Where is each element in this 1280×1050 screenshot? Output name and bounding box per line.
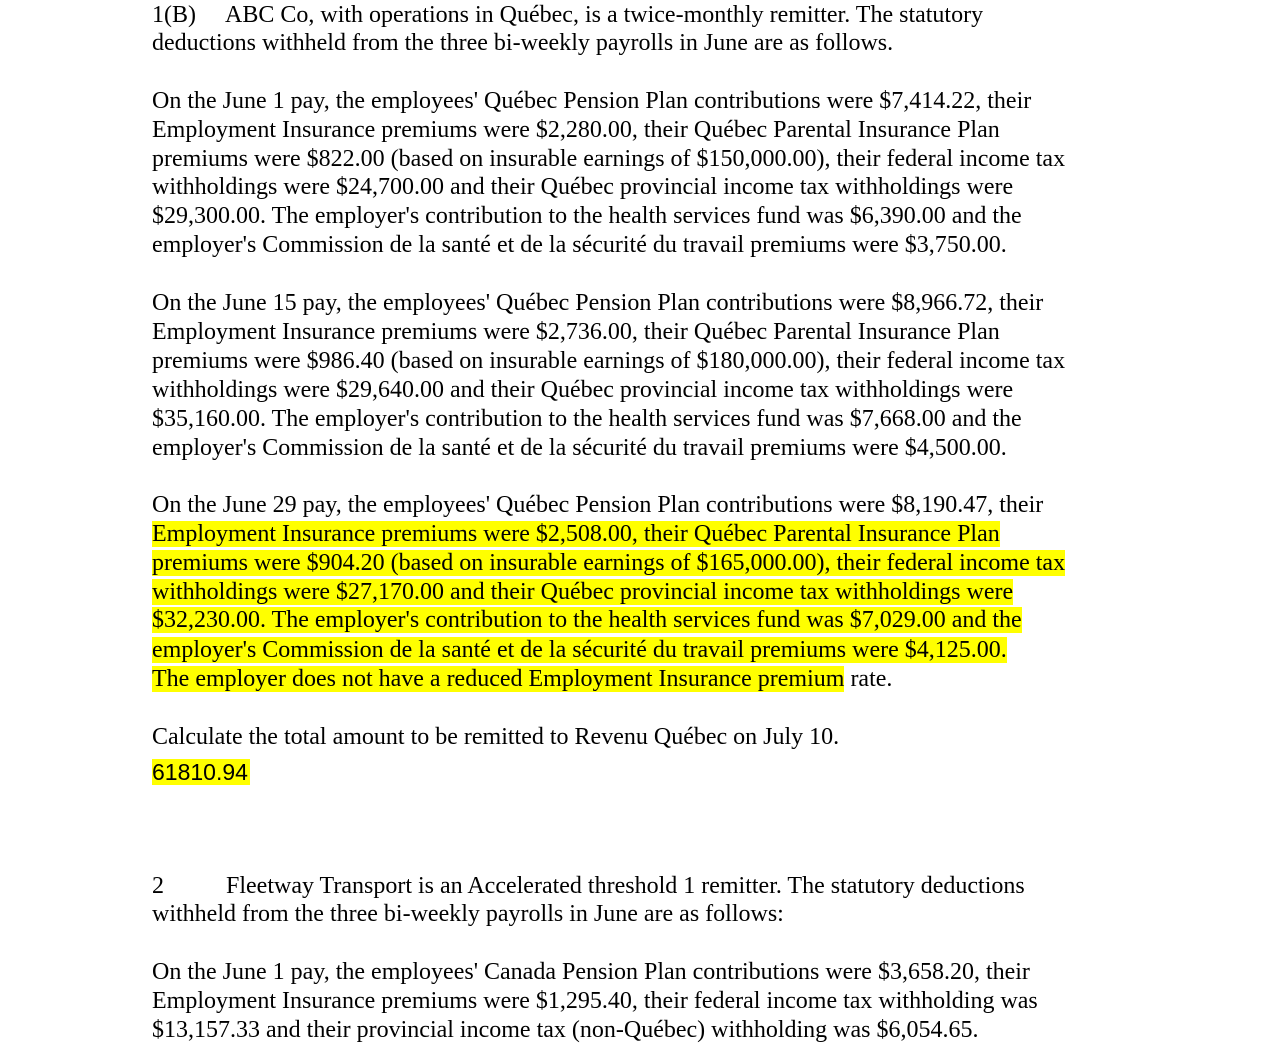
q1-june1-line-2: Employment Insurance premiums were $2,280.00, their Québec Parental Insurance Plan (152, 117, 1000, 143)
q1-june15-line-4: withholdings were $29,640.00 and their Québec provincial income tax withholdings were (152, 377, 1014, 403)
q1-question: Calculate the total amount to be remitted to Revenu Québec on July 10. (152, 724, 840, 750)
q1-june15-line-5: $35,160.00. The employer's contribution to the health services fund was $7,668.00 and the (152, 406, 1022, 432)
q1-june29-line-5 (152, 606, 1022, 635)
q1-june15-line-1: On the June 15 pay, the employees' Québec Pension Plan contributions were $8,966.72, their (152, 290, 1044, 316)
q1-june15-line-3: premiums were $986.40 (based on insurable earnings of $180,000.00), their federal income tax (152, 348, 1066, 374)
q2-intro-line-1 (152, 872, 1025, 901)
q1-june29-line-4 (152, 578, 1013, 607)
highlighted-text: The employer does not have a reduced Employment Insurance premium (152, 666, 845, 692)
q1-june15-line-6: employer's Commission de la santé et de la sécurité du travail premiums were $4,500.00. (152, 435, 1007, 461)
q1-intro-line-1 (152, 1, 983, 30)
q1-june29-line-7 (152, 665, 892, 694)
q1-june1-line-5: $29,300.00. The employer's contribution to the health services fund was $6,390.00 and the (152, 203, 1022, 229)
q2-june1-line-1: On the June 1 pay, the employees' Canada Pension Plan contributions were $3,658.20, their (152, 959, 1030, 985)
q2-number: 2 (152, 873, 164, 899)
q1-intro-line-2: deductions withheld from the three bi-weekly payrolls in June are as follows. (152, 30, 894, 56)
q1-june29-line-1: On the June 29 pay, the employees' Québec Pension Plan contributions were $8,190.47, their (152, 492, 1044, 518)
q1-june1-line-3: premiums were $822.00 (based on insurable earnings of $150,000.00), their federal income tax (152, 146, 1066, 172)
q1-answer-value: 61810.94 (152, 759, 248, 785)
q1-number: 1(B) (152, 2, 196, 28)
q1-june29-line-7-rest: rate. (844, 666, 893, 692)
q1-june29-line-6 (152, 636, 1007, 665)
q1-intro-text-1: ABC Co, with operations in Québec, is a twice-monthly remitter. The statutory (225, 2, 984, 28)
q1-june1-line-6: employer's Commission de la santé et de la sécurité du travail premiums were $3,750.00. (152, 232, 1007, 258)
highlighted-text: employer's Commission de la santé et de la sécurité du travail premiums were $4,125.00. (152, 637, 1007, 663)
q2-intro-text-1: Fleetway Transport is an Accelerated threshold 1 remitter. The statutory deductions (226, 873, 1025, 899)
q1-june29-line-3 (152, 549, 1065, 578)
q2-june1-line-2: Employment Insurance premiums were $1,295.40, their federal income tax withholding was (152, 988, 1038, 1014)
highlighted-text: premiums were $904.20 (based on insurable earnings of $165,000.00), their federal income tax (152, 550, 1066, 576)
q1-june1-line-1: On the June 1 pay, the employees' Québec Pension Plan contributions were $7,414.22, their (152, 88, 1032, 114)
q1-june1-line-4: withholdings were $24,700.00 and their Québec provincial income tax withholdings were (152, 174, 1014, 200)
q2-intro-line-2: withheld from the three bi-weekly payrolls in June are as follows: (152, 901, 784, 927)
highlighted-text: Employment Insurance premiums were $2,508.00, their Québec Parental Insurance Plan (152, 521, 1000, 547)
q1-answer (152, 756, 250, 788)
highlighted-text: withholdings were $27,170.00 and their Québec provincial income tax withholdings were (152, 579, 1014, 605)
q1-june15-line-2: Employment Insurance premiums were $2,736.00, their Québec Parental Insurance Plan (152, 319, 1000, 345)
q2-june1-line-3: $13,157.33 and their provincial income tax (non-Québec) withholding was $6,054.65. (152, 1017, 979, 1043)
q1-june29-line-2 (152, 520, 1000, 549)
highlighted-text: $32,230.00. The employer's contribution to the health services fund was $7,029.00 and the (152, 607, 1022, 633)
